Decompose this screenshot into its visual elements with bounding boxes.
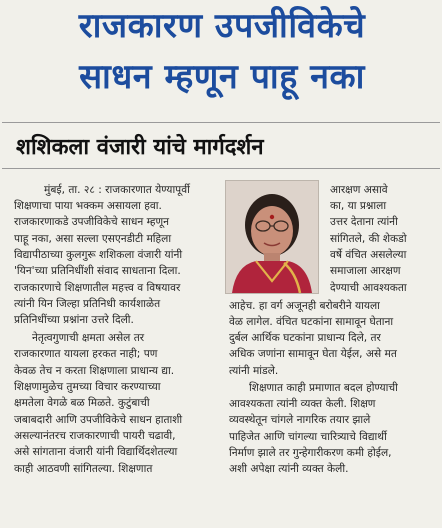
bottom-right-line: निर्माण झाले तर गुन्हेगारीकरण कमी होईल, [229,447,392,459]
bottom-right-line: अधिक जणांना सामावून घेता येईल, असे मत [229,348,397,360]
bottom-left-line: शिक्षणामुळेच तुमच्या विचार करण्याच्या [14,381,161,393]
right-col-line: देण्याची आवश्यकता [330,282,407,294]
bottom-right-line: अशी अपेक्षा त्यांनी व्यक्त केली. [229,463,349,475]
bottom-left-line: काही आठवणी सांगितल्या. शिक्षणात [14,463,153,475]
headline-line-1: राजकारण उपजीविकेचे [78,6,366,46]
right-col-line: उत्तर देताना त्यांनी [330,216,398,228]
left-col-line: त्यांनी यिन जिल्हा प्रतिनिधी कार्यशाळेत [14,298,161,310]
bottom-right-line: पाहिजेत आणि चांगल्या चारित्र्याचे विद्यार्थी [229,431,387,443]
bottom-left-line: क्षमतेला वेगळे बळ मिळते. कुटुंबाची [14,397,150,409]
left-col-line: राजकारणाकडे उपजीविकेचे साधन म्हणून [14,216,170,228]
portrait-woman-icon [226,181,318,293]
bottom-right-line: दुर्बल आर्थिक घटकांना प्राधान्य दिले, तर [229,332,381,344]
bottom-left-line: असल्यानंतरच राजकारणाची पायरी चढावी, [14,430,176,442]
left-col-line: मुंबई, ता. २८ : राजकारणात येण्यापूर्वी [44,184,190,196]
subheadline-divider [2,168,440,169]
bottom-left-line: केवळ तेच न करता शिक्षणाला प्राधान्य द्या. [14,365,175,377]
left-col-line: प्रतिनिधींच्या प्रश्नांना उत्तरे दिली. [14,314,134,326]
subheadline: शशिकला वंजारी यांचे मार्गदर्शन [16,135,264,160]
left-col-line: पाहू नका, असा सल्ला एसएनडीटी महिला [14,233,172,245]
bottom-left-line: असे सांगताना वंजारी यांनी विद्यार्थिदशेतल्या [14,446,178,458]
right-col-line: समाजाला आरक्षण [330,265,401,277]
bottom-left-line: जबाबदारी आणि उपजीविकेचे साधन हाताशी [14,414,183,426]
right-col-line: का, या प्रश्नाला [330,200,387,212]
right-col-line: सांगितले, की शेकडो [330,233,407,245]
bottom-right-line: आवश्यकता त्यांनी व्यक्त केली. शिक्षण [229,398,376,410]
headline-line-2: साधन म्हणून पाहू नका [79,57,365,97]
bottom-right-line: व्यवस्थेतून चांगले नागरिक तयार झाले [229,414,371,426]
bottom-right-line: वेळ लागेल. वंचित घटकांना सामावून घेताना [229,316,394,328]
bottom-left-line: नेतृत्वगुणाची क्षमता असेल तर [32,332,145,344]
portrait-woman-photo [225,180,319,294]
right-col-line: वर्षे वंचित असलेल्या [330,249,407,261]
bottom-left-line: राजकारणात यायला हरकत नाही; पण [14,348,158,360]
bottom-right-line: शिक्षणात काही प्रमाणात बदल होण्याची [249,382,398,394]
left-col-line: शिक्षणाचा पाया भक्कम असायला हवा. [14,200,162,212]
headline-divider [2,122,440,123]
left-col-line: राजकारणाचे शिक्षणातील महत्त्व व विषयावर [14,282,181,294]
bottom-right-line: त्यांनी मांडले. [229,365,279,377]
left-col-line: विद्यापीठाच्या कुलगुरू शशिकला वंजारी यांनी [14,249,183,261]
right-col-line: आरक्षण असावे [330,184,388,196]
bottom-right-line: आहेच. हा वर्ग अजूनही बरोबरीने यायला [229,300,380,312]
left-col-line: 'यिन'च्या प्रतिनिधींशी संवाद साधताना दिला. [14,265,181,277]
